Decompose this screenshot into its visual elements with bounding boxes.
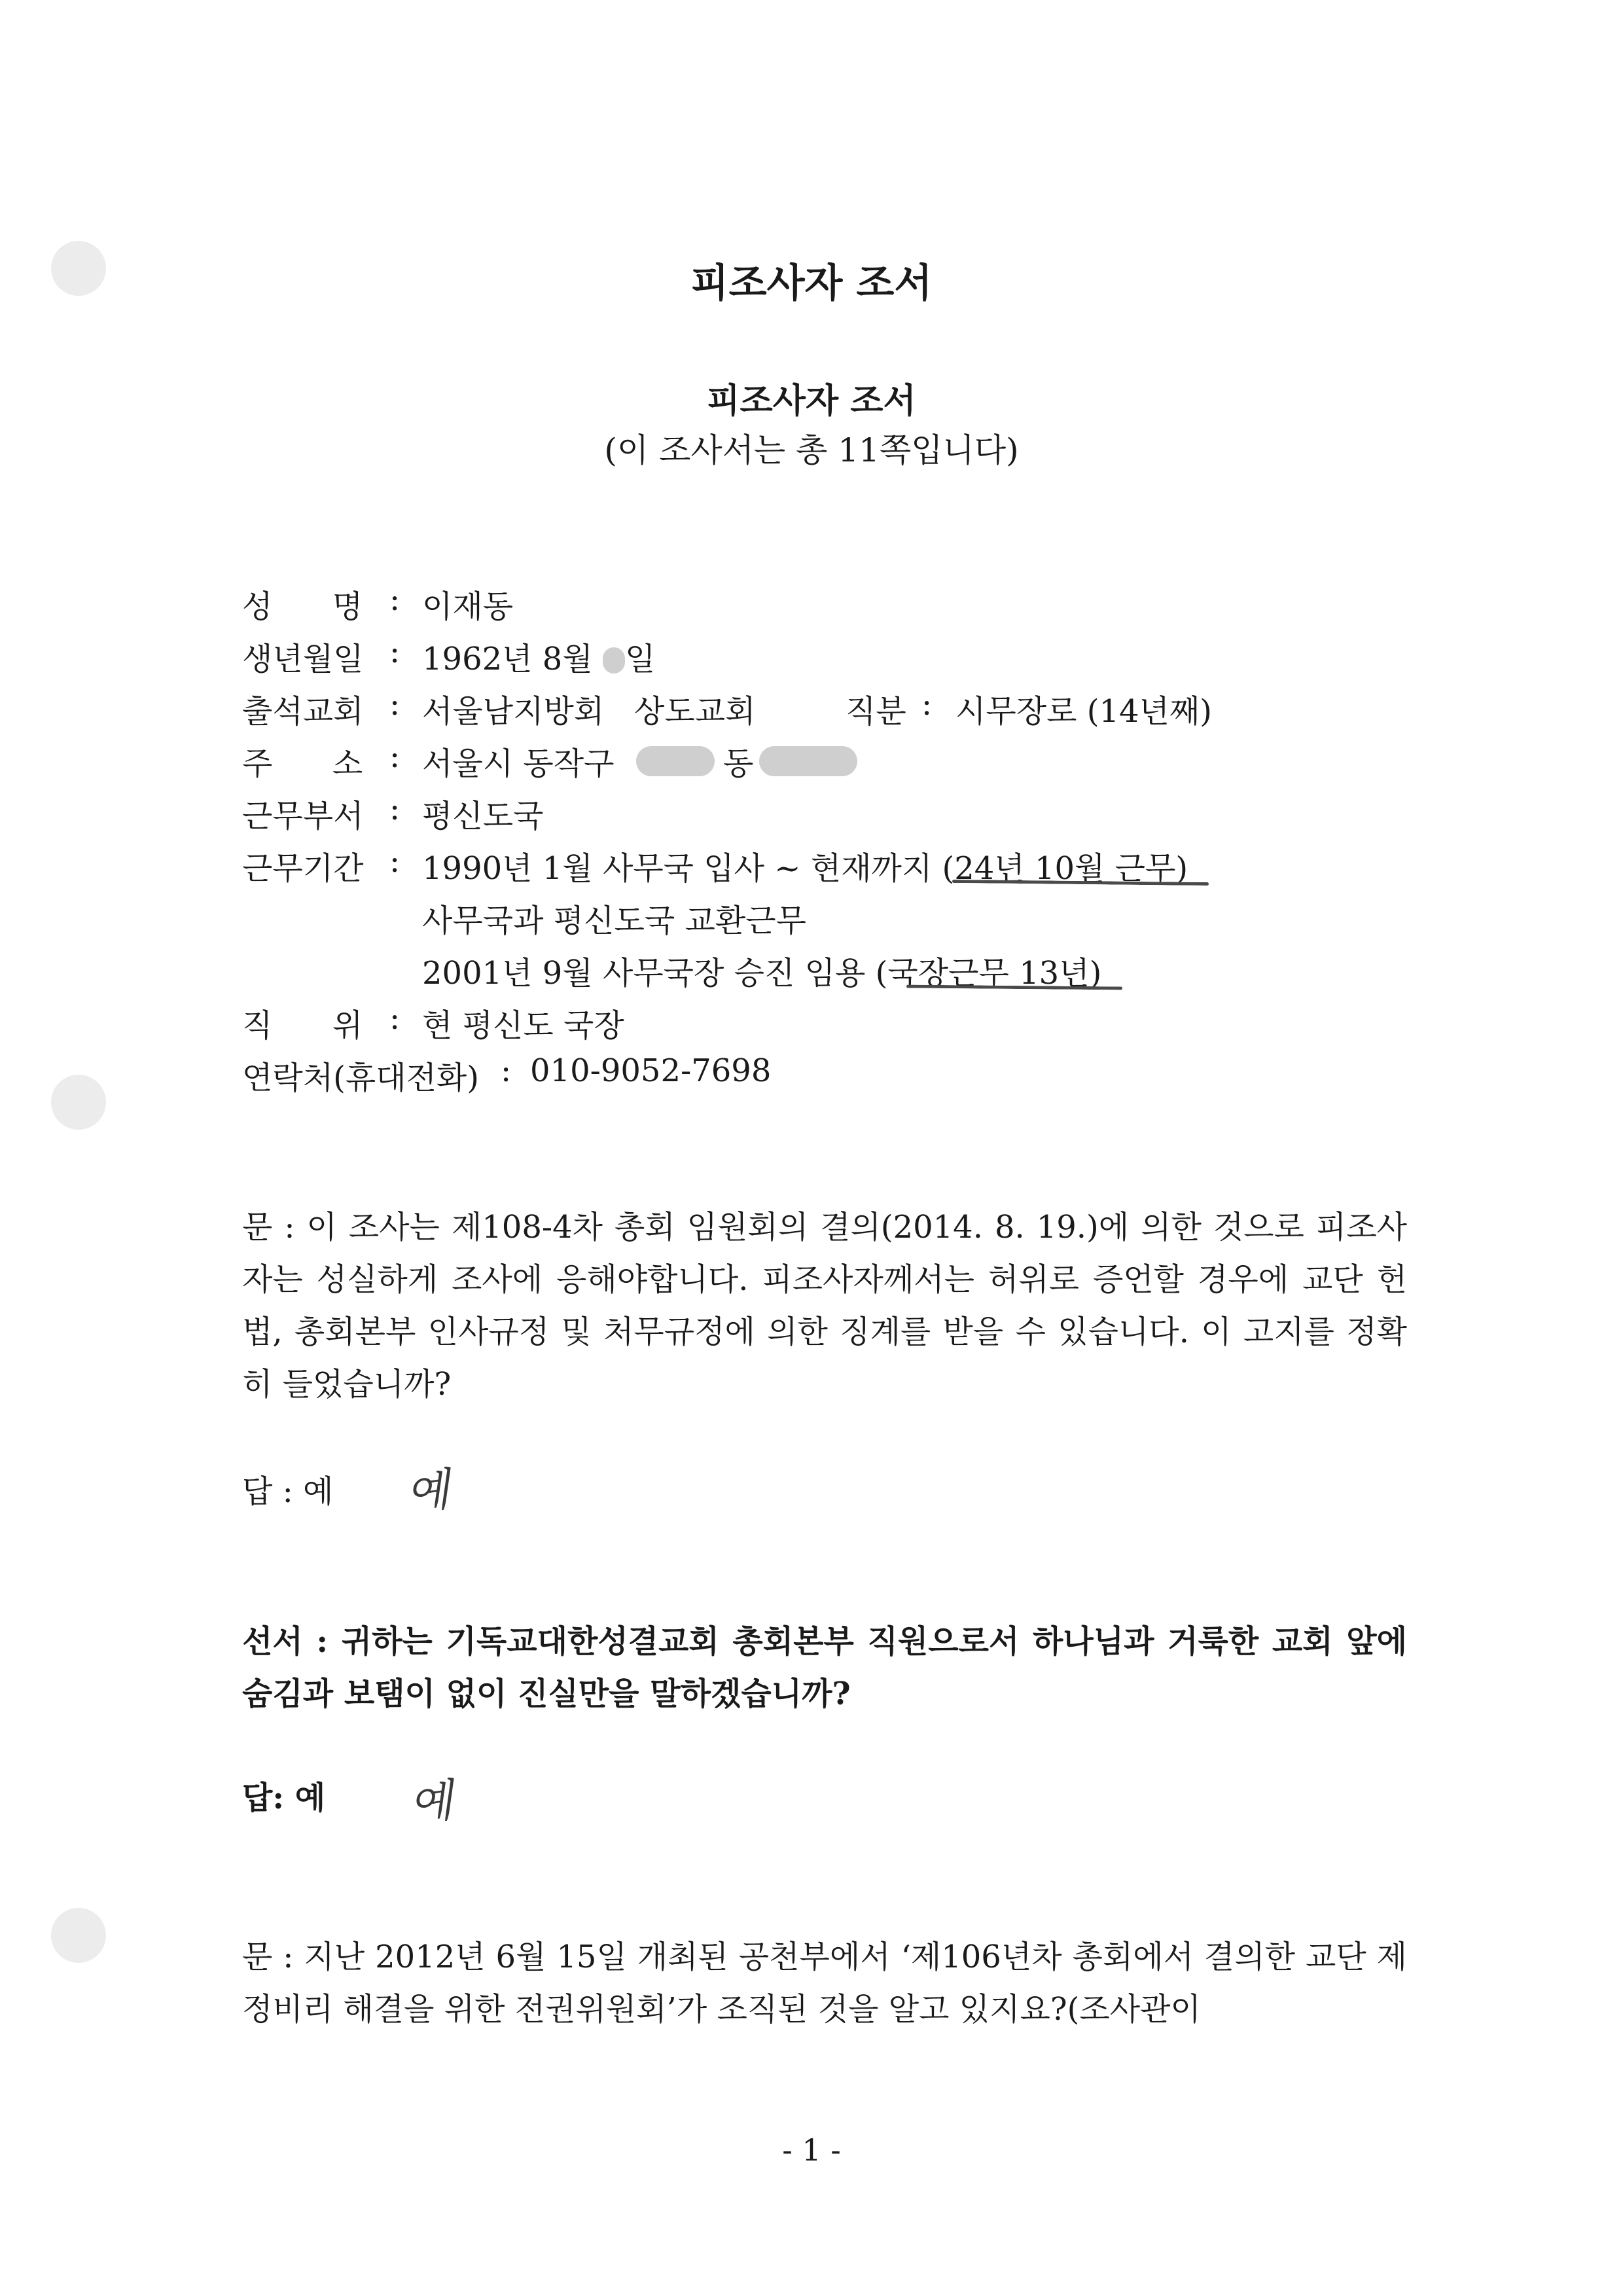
period-highlight: (국장근무 13년) (875, 955, 1102, 992)
document-subtitle: 피조사자 조서 (707, 381, 916, 421)
info-label: 성 명 (242, 588, 363, 625)
info-colon: : (389, 843, 401, 880)
oath-answer: 답: 예 (242, 1780, 326, 1816)
period-highlight: (24년 10월 근무) (942, 850, 1188, 887)
info-row-period-2 (242, 895, 1420, 939)
question-1: 문 : 이 조사는 제108-4차 총회 임원회의 결의(2014. 8. 19.)에 의한 것으로 피조사자는 성실하게 조사에 응해야합니다. 피조사자께서는 허위로 증언할 경우에 교단 헌법, 총회본부 인사규정 및 처무규정에 의한 징계를 받을 수 있습니다. 이 고지를 정확히 들었습니까? (242, 1209, 1407, 1403)
oath-question: 선서 : 귀하는 기독교대한성결교회 총회본부 직원으로서 하나님과 거룩한 교회 앞에 숨김과 보탬이 없이 진실만을 말하겠습니까? (242, 1623, 1407, 1712)
period-text: 2001년 9월 사무국장 승진 임용 (422, 955, 876, 992)
info-value: 현 평신도 국장 (422, 1007, 624, 1044)
birth-value-part: 일 (624, 641, 656, 677)
info-colon: : (501, 1052, 512, 1089)
info-value: 사무국과 평신도국 교환근무 (422, 903, 806, 939)
info-value: 010-9052-7698 (530, 1052, 772, 1089)
document-title: 피조사자 조서 (690, 260, 933, 306)
address-dong: 동 (723, 745, 754, 782)
info-label: 직 위 (242, 1007, 363, 1044)
info-colon: : (389, 686, 401, 723)
info-colon: : (921, 686, 933, 723)
info-label: 주 소 (242, 745, 363, 782)
info-value: 이재동 (422, 588, 514, 625)
answer-1: 답 : 예 (242, 1473, 334, 1510)
position-label: 직분 (846, 693, 906, 730)
info-colon: : (389, 791, 401, 827)
info-value: 서울시 동작구 (422, 745, 624, 782)
page-number: - 1 - (782, 2132, 841, 2168)
info-colon: : (389, 634, 401, 670)
info-row-contact (242, 1052, 1420, 1096)
info-row-dept (242, 791, 1420, 834)
redacted-mark (636, 746, 715, 776)
info-label: 근무부서 (242, 798, 364, 834)
punch-hole (51, 1075, 106, 1130)
info-row-name (242, 581, 1420, 625)
info-value (422, 634, 655, 679)
info-label: 연락처(휴대전화) (242, 1060, 480, 1096)
handwritten-answer-1: 예 (403, 1463, 452, 1520)
info-row-period (242, 843, 1420, 887)
info-colon: : (389, 581, 401, 618)
handwritten-answer-2: 예 (406, 1774, 455, 1831)
info-label: 생년월일 (242, 641, 364, 677)
punch-hole (51, 1908, 106, 1963)
info-label: 근무기간 (242, 850, 364, 887)
question-2: 문 : 지난 2012년 6월 15일 개최된 공천부에서 ‘제106년차 총회에서 결의한 교단 제정비리 해결을 위한 전권위원회’가 조직된 것을 알고 있지요?(조사관이 (242, 1939, 1407, 2028)
info-row-rank (242, 1000, 1420, 1044)
info-value: 서울남지방회 상도교회 (422, 693, 756, 730)
info-colon: : (389, 1000, 401, 1037)
info-colon: : (389, 738, 401, 775)
position-value: 시무장로 (14년째) (955, 693, 1212, 730)
info-value: 평신도국 (422, 798, 544, 834)
info-row-period-3 (242, 948, 1420, 992)
birth-value-part: 1962년 8월 (422, 641, 603, 677)
page-count-note: (이 조사서는 총 11쪽입니다) (604, 431, 1019, 469)
redacted-mark (759, 746, 857, 776)
info-row-church (242, 686, 1420, 730)
redacted-mark (603, 647, 625, 673)
info-label: 출석교회 (242, 693, 364, 730)
period-text: 1990년 1월 사무국 입사 ~ 현재까지 (422, 850, 942, 887)
info-row-birth (242, 634, 1420, 677)
